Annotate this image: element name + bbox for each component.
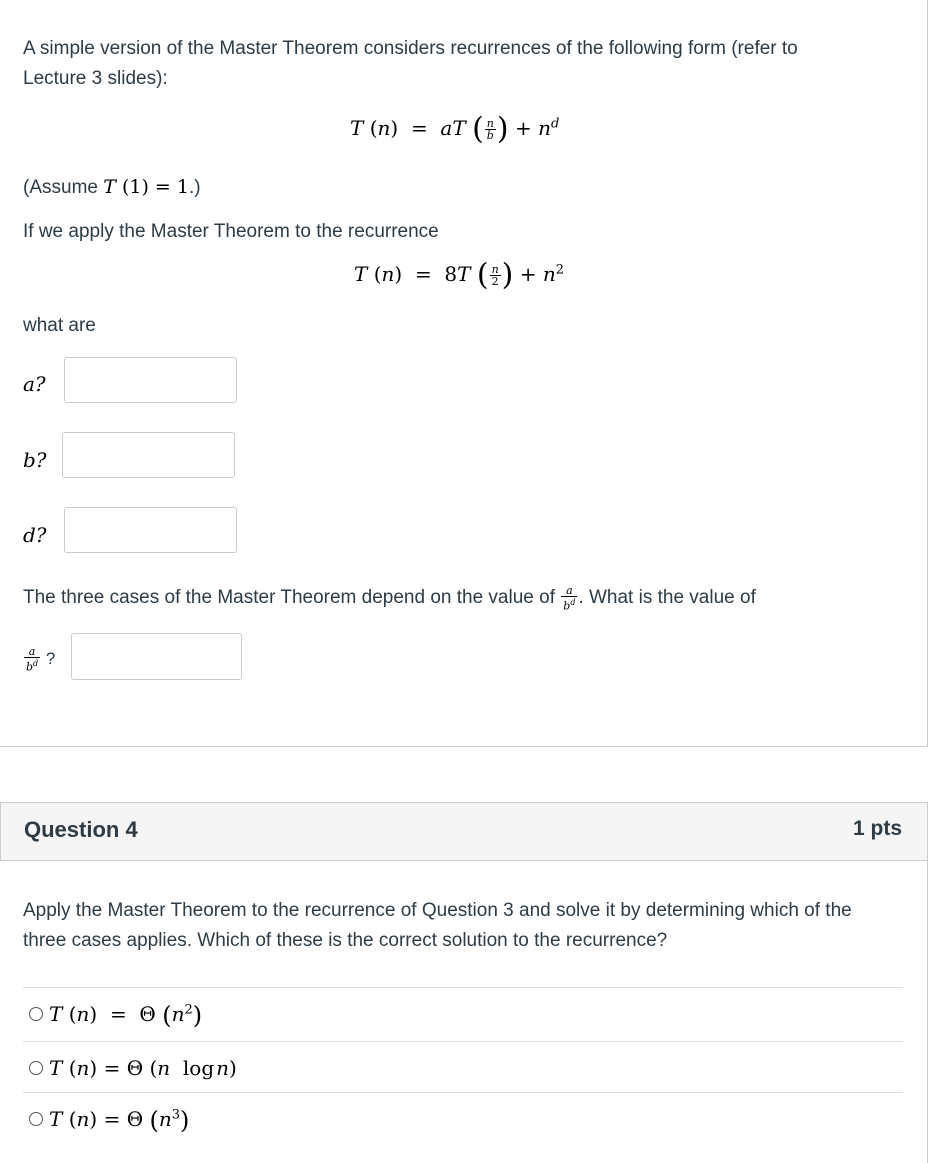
answer-input-ratio[interactable] xyxy=(71,633,242,680)
answer-input-b[interactable] xyxy=(62,432,235,478)
question-4-header xyxy=(0,802,928,861)
eq-func: T xyxy=(452,116,466,140)
eq-exp: d xyxy=(550,116,560,132)
option-3-formula: T (n) = Θ $(n^3)$ xyxy=(49,1106,190,1134)
eq-equals: = xyxy=(410,116,428,140)
specific-recurrence-equation: T (n) = 8T ( $\frac{n}{2}$ ) + $n^2$ xyxy=(354,257,565,293)
eq-term: n xyxy=(538,116,551,140)
ratio-field-label: $\frac{a}{b^d}$ ? xyxy=(26,645,56,674)
intro-text-line2: Lecture 3 slides): xyxy=(23,68,168,89)
field-label-a: a? xyxy=(23,372,46,396)
eq-coef: a xyxy=(440,116,453,140)
what-are-text: what are xyxy=(23,315,96,336)
q4-prompt-line2: three cases applies. Which of these is the correct solution to the recurrence? xyxy=(23,930,668,951)
field-label-d: d? xyxy=(23,523,47,547)
answer-input-d[interactable] xyxy=(64,507,237,553)
answer-option-3[interactable] xyxy=(23,1092,903,1144)
answer-option-2[interactable] xyxy=(23,1041,903,1093)
cases-text: The three cases of the Master Theorem depend on the value of $\frac{a}{b^d}$ . What is the value of xyxy=(23,583,756,613)
q4-prompt-line1: Apply the Master Theorem to the recurrence of Question 3 and solve it by determining which of the xyxy=(23,900,852,921)
option-1-formula: T (n) = Θ $(n^2)$ xyxy=(49,1001,203,1029)
answer-input-a[interactable] xyxy=(64,357,237,403)
eq-lhs-arg: n xyxy=(377,116,391,140)
eq-fraction: $\frac{n}{b}$ xyxy=(486,117,494,142)
eq-plus: + xyxy=(514,116,532,140)
question-4-title: Question 4 xyxy=(24,817,138,842)
radio-button[interactable] xyxy=(29,1007,43,1021)
answer-option-1[interactable] xyxy=(23,987,903,1039)
question-4-body xyxy=(0,861,928,1163)
assume-text: (Assume T (1) = 1.) xyxy=(23,176,201,198)
option-2-formula: T (n) = Θ (n log n) xyxy=(49,1055,237,1080)
apply-text: If we apply the Master Theorem to the recurrence xyxy=(23,221,439,242)
intro-text-line1: A simple version of the Master Theorem considers recurrences of the following form (refer to xyxy=(23,38,798,59)
eq-lhs-func: T xyxy=(350,116,364,140)
radio-button[interactable] xyxy=(29,1061,43,1075)
general-recurrence-equation: T (n) = aT ( $\frac{n}{b}$ ) + $n^d$ xyxy=(350,111,560,147)
question-4-points: 1 pts xyxy=(852,817,902,840)
radio-button[interactable] xyxy=(29,1112,43,1126)
field-label-b: b? xyxy=(23,448,47,472)
